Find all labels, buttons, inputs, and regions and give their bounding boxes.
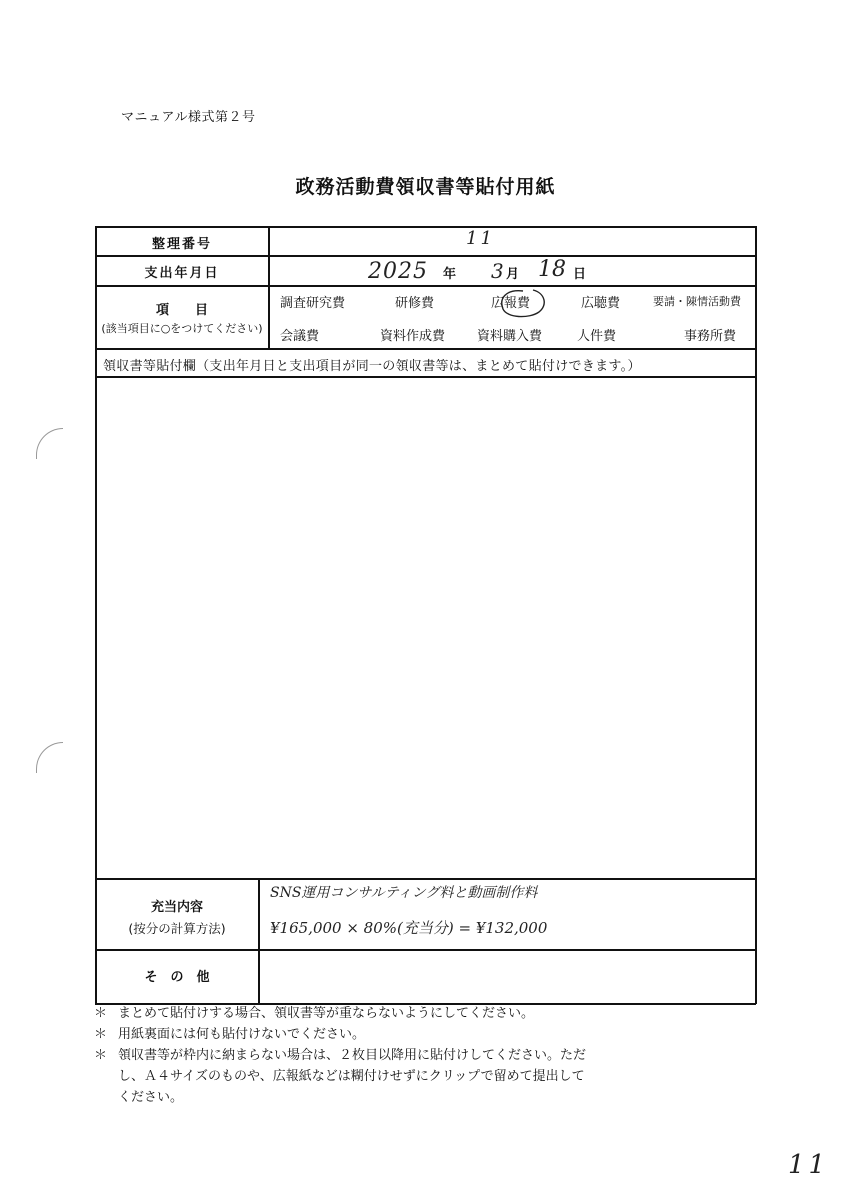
note-3	[94, 1045, 587, 1066]
category-personnel: 人件費	[577, 329, 617, 344]
ref-no-label: 整理番号	[151, 237, 212, 252]
date-month: 3	[491, 259, 504, 283]
category-materials-purchase: 資料購入費	[477, 329, 543, 344]
content-label: 充当内容	[150, 900, 203, 915]
category-meeting: 会議費	[280, 329, 320, 344]
category-office: 事務所費	[684, 329, 737, 344]
punch-hole-bottom	[36, 742, 63, 773]
date-day: 18	[538, 257, 566, 282]
selection-circle	[493, 285, 553, 321]
note-3-text-line2: し、Ａ４サイズのものや、広報紙などは糊付けせずにクリップで留めて提出して	[118, 1069, 585, 1084]
content-sublabel: (按分の計算方法)	[128, 921, 226, 936]
category-training: 研修費	[395, 296, 435, 311]
note-3-text-line3: ください。	[118, 1090, 184, 1105]
ref-no-value: 11	[466, 228, 495, 249]
note-3-cont	[106, 1066, 585, 1087]
note-marker: ＊	[94, 1048, 108, 1063]
category-research: 調査研究費	[280, 296, 346, 311]
content-description: SNS運用コンサルティング料と動画制作料	[270, 885, 538, 901]
form-id: マニュアル様式第２号	[121, 110, 256, 125]
note-2	[94, 1024, 366, 1045]
receipt-area-label: 領収書等貼付欄（支出年月日と支出項目が同一の領収書等は、まとめて貼付けできます。）	[103, 359, 641, 374]
note-1	[94, 1003, 535, 1024]
category-hearing: 広聴費	[581, 296, 621, 311]
date-year: 2025	[368, 259, 428, 284]
note-marker: ＊	[94, 1006, 108, 1021]
category-publicity: 広報費	[491, 296, 531, 311]
date-day-unit: 日	[573, 267, 587, 282]
note-3-text-line1: 領収書等が枠内に納まらない場合は、２枚目以降用に貼付けしてください。ただ	[118, 1048, 587, 1063]
items-sublabel: (該当項目に○をつけてください)	[101, 322, 263, 335]
other-label: そ の 他	[144, 970, 210, 985]
note-marker: ＊	[94, 1027, 108, 1042]
note-1-text: まとめて貼付けする場合、領収書等が重ならないようにしてください。	[118, 1006, 535, 1021]
note-2-text: 用紙裏面には何も貼付けないでください。	[118, 1027, 366, 1042]
receipt-paste-area	[97, 378, 754, 877]
category-petition: 要請・陳情活動費	[653, 295, 741, 308]
page-number: 11	[788, 1150, 830, 1180]
category-materials-making: 資料作成費	[380, 329, 446, 344]
items-label: 項 目	[155, 303, 208, 318]
date-month-unit: 月	[506, 267, 520, 282]
page-title: 政務活動費領収書等貼付用紙	[295, 176, 556, 198]
date-year-unit: 年	[443, 267, 457, 282]
punch-hole-top	[36, 428, 63, 459]
date-label: 支出年月日	[144, 266, 220, 281]
note-3-cont2	[106, 1087, 183, 1108]
content-calculation: ¥165,000 × 80%(充当分) = ¥132,000	[270, 919, 548, 937]
